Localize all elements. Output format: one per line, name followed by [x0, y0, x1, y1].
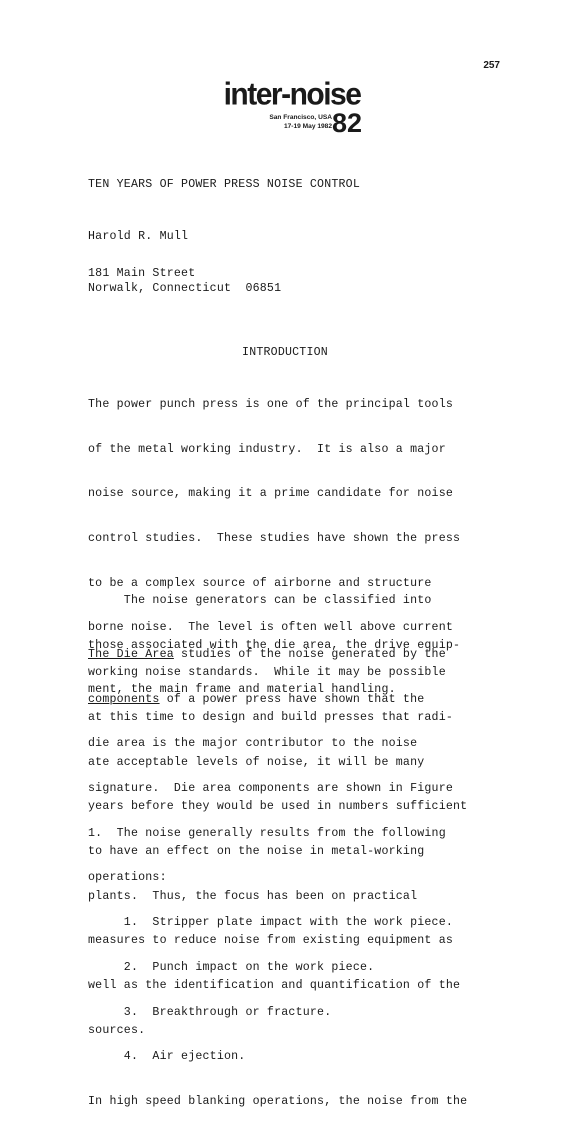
text-line: The noise generators can be classified into — [88, 593, 432, 607]
text-line: to have an effect on the noise in metal-working — [88, 845, 425, 858]
text-line — [88, 648, 508, 663]
logo-city: San Francisco, USA — [269, 114, 332, 121]
text-line: borne noise. The level is often well above current — [88, 621, 454, 635]
list-item: 1. Stripper plate impact with the work piece. — [88, 916, 454, 930]
address-line: 181 Main Street — [88, 267, 196, 280]
text-line: sources. — [88, 1023, 146, 1037]
author-address — [88, 266, 281, 296]
logo-year: 82 — [332, 108, 363, 138]
text-line: noise source, making it a prime candidate for noise — [88, 487, 454, 501]
text-line: 1. The noise generally results from the following — [88, 826, 446, 840]
list-item: 2. Punch impact on the work piece. — [88, 960, 375, 974]
text-line: at this time to design and build presses that radi- — [88, 710, 454, 724]
section-heading: INTRODUCTION — [242, 346, 328, 359]
text-line: die area is the major contributor to the noise — [88, 737, 418, 751]
page-number: 257 — [483, 60, 500, 71]
run-in-heading: The Die Area — [88, 647, 174, 661]
paper-title: TEN YEARS OF POWER PRESS NOISE CONTROL — [88, 178, 360, 191]
conference-logo — [212, 77, 372, 142]
text-line — [88, 693, 508, 708]
text-line: control studies. These studies have shown the press — [88, 531, 461, 545]
text-span: studies of the noise generated by the — [173, 647, 446, 661]
paragraph-die-area — [88, 618, 508, 1125]
logo-wordmark: inter-noise — [223, 77, 361, 112]
text-line: ment, the main frame and material handling. — [88, 683, 396, 697]
text-line: signature. Die area components are shown in Figure — [88, 781, 454, 795]
text-line: plants. Thus, the focus has been on practical — [88, 889, 418, 903]
author-name: Harold R. Mull — [88, 230, 189, 243]
text-line: In high speed blanking operations, the noise from the — [88, 1095, 468, 1108]
text-line: well as the identification and quantification of the — [88, 979, 461, 993]
text-line: of the metal working industry. It is also a major — [88, 442, 446, 456]
text-line: to be a complex source of airborne and structure — [88, 576, 432, 590]
text-line: working noise standards. While it may be possible — [88, 666, 446, 680]
logo-dates: 17-19 May 1982 — [283, 123, 332, 130]
list-item: 3. Breakthrough or fracture. — [88, 1005, 332, 1019]
text-line: measures to reduce noise from existing equipment as — [88, 934, 454, 948]
text-line: ate acceptable levels of noise, it will be many — [88, 755, 425, 769]
text-line: The power punch press is one of the principal tools — [88, 397, 454, 411]
text-span: of a power press have shown that the — [159, 692, 425, 706]
text-line: operations: — [88, 871, 167, 885]
text-line: those associated with the die area, the drive equip- — [88, 638, 461, 652]
text-line: years before they would be used in numbers sufficient — [88, 800, 468, 814]
address-line: Norwalk, Connecticut 06851 — [88, 282, 282, 295]
list-item: 4. Air ejection. — [88, 1050, 246, 1064]
underlined-word: components — [88, 692, 160, 706]
